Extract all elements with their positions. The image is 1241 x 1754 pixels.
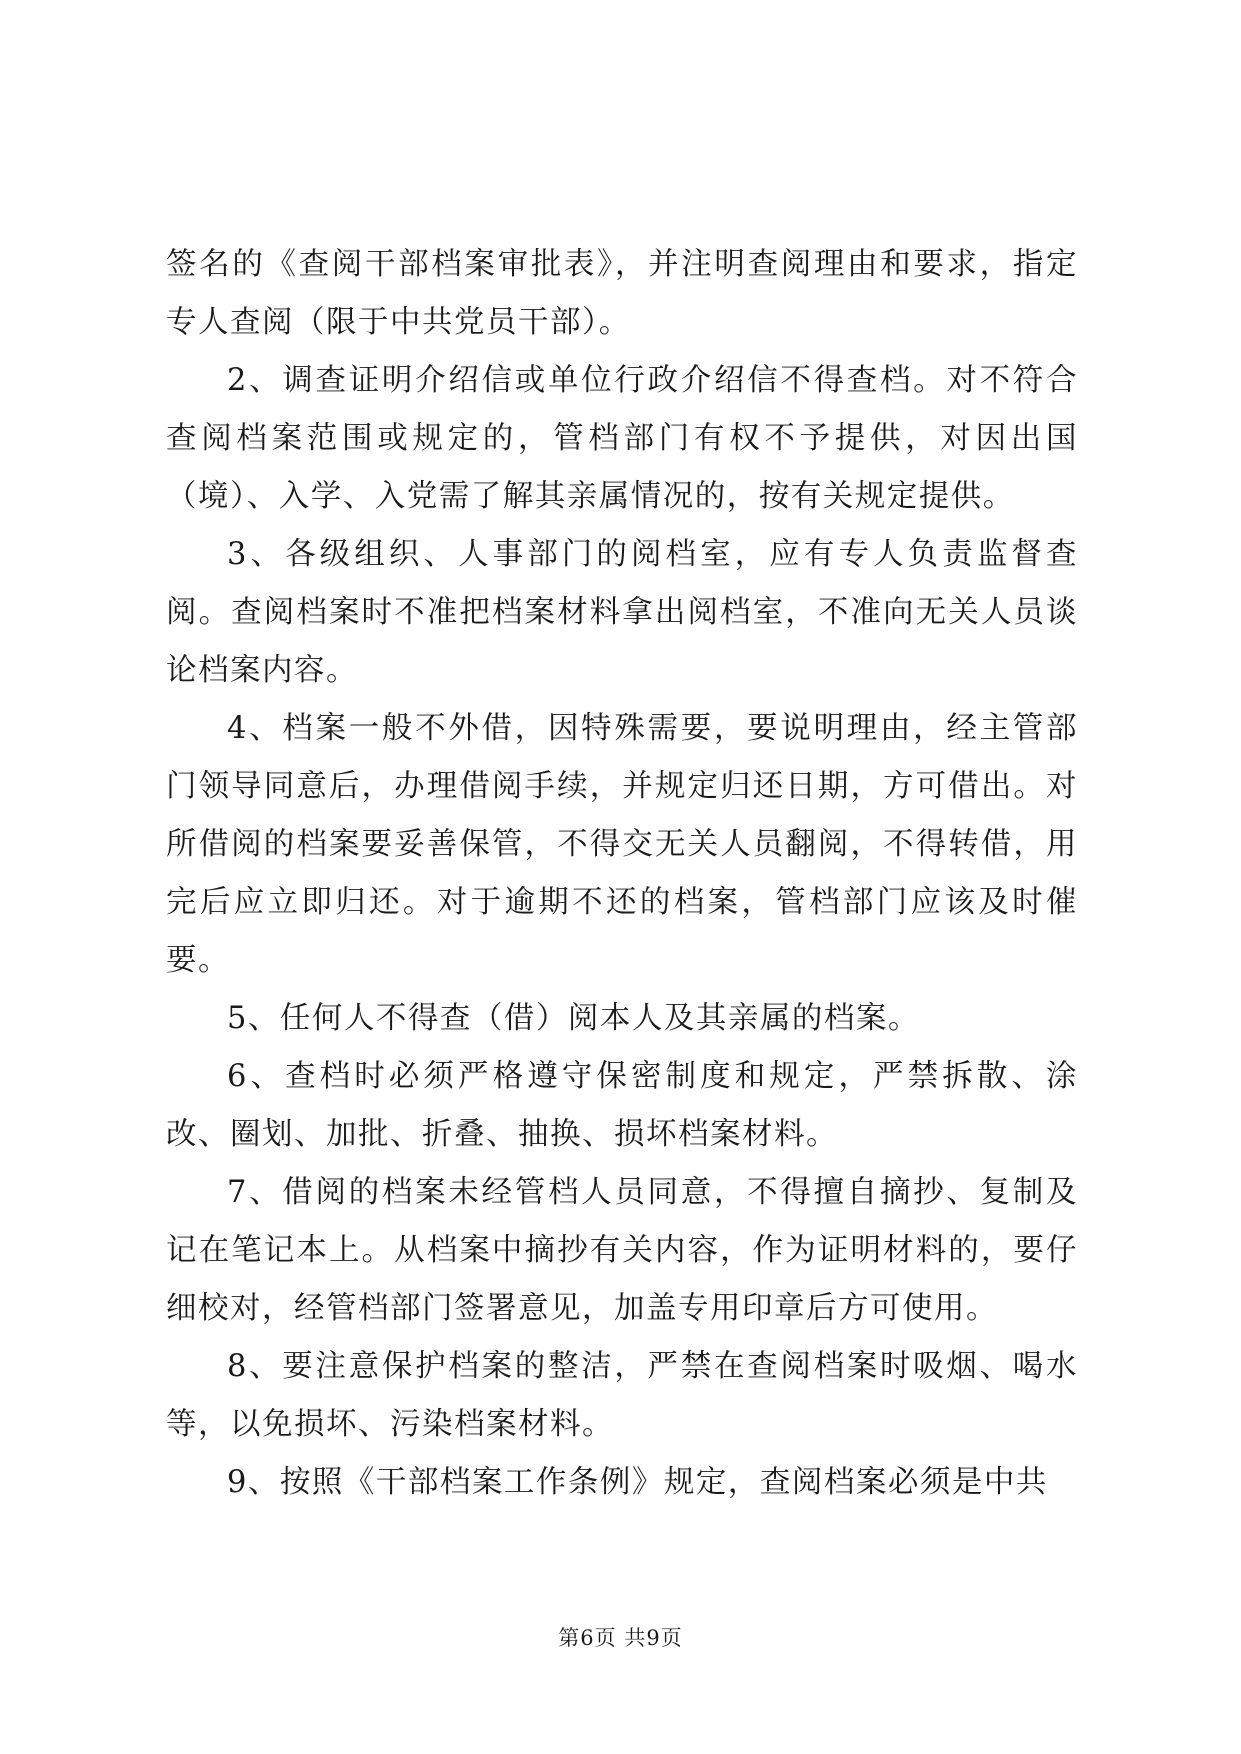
page-footer: 第6页 共9页 [558, 1626, 683, 1650]
paragraph-item-9: 9、按照《干部档案工作条例》规定，查阅档案必须是中共 [227, 1465, 1048, 1500]
paragraph-continuation: 签名的《查阅干部档案审批表》，并注明查阅理由和要求，指定专人查阅（限于中共党员干部）。 [166, 247, 1078, 340]
paragraph-item-4: 4、档案一般不外借，因特殊需要，要说明理由，经主管部门领导同意后，办理借阅手续，并规定归还日期，方可借出。对所借阅的档案要妥善保管，不得交无关人员翻阅，不得转借，用完后应立即归还。对于逾期不还的档案，管档部门应该及时催要。 [166, 711, 1078, 978]
paragraph-item-6: 6、查档时必须严格遵守保密制度和规定，严禁拆散、涂改、圈划、加批、折叠、抽换、损坏档案材料。 [166, 1059, 1078, 1152]
paragraph-item-2: 2、调查证明介绍信或单位行政介绍信不得查档。对不符合查阅档案范围或规定的，管档部门有权不予提供，对因出国（境）、入学、入党需了解其亲属情况的，按有关规定提供。 [166, 363, 1078, 514]
paragraph-item-5: 5、任何人不得查（借）阅本人及其亲属的档案。 [227, 1001, 920, 1036]
paragraph-item-3: 3、各级组织、人事部门的阅档室，应有专人负责监督查阅。查阅档案时不准把档案材料拿出阅档室，不准向无关人员谈论档案内容。 [166, 537, 1078, 688]
paragraph-item-8: 8、要注意保护档案的整洁，严禁在查阅档案时吸烟、喝水等，以免损坏、污染档案材料。 [166, 1349, 1078, 1442]
body-text [166, 236, 1078, 1512]
paragraph-item-7: 7、借阅的档案未经管档人员同意，不得擅自摘抄、复制及记在笔记本上。从档案中摘抄有关内容，作为证明材料的，要仔细校对，经管档部门签署意见，加盖专用印章后方可使用。 [166, 1175, 1078, 1326]
